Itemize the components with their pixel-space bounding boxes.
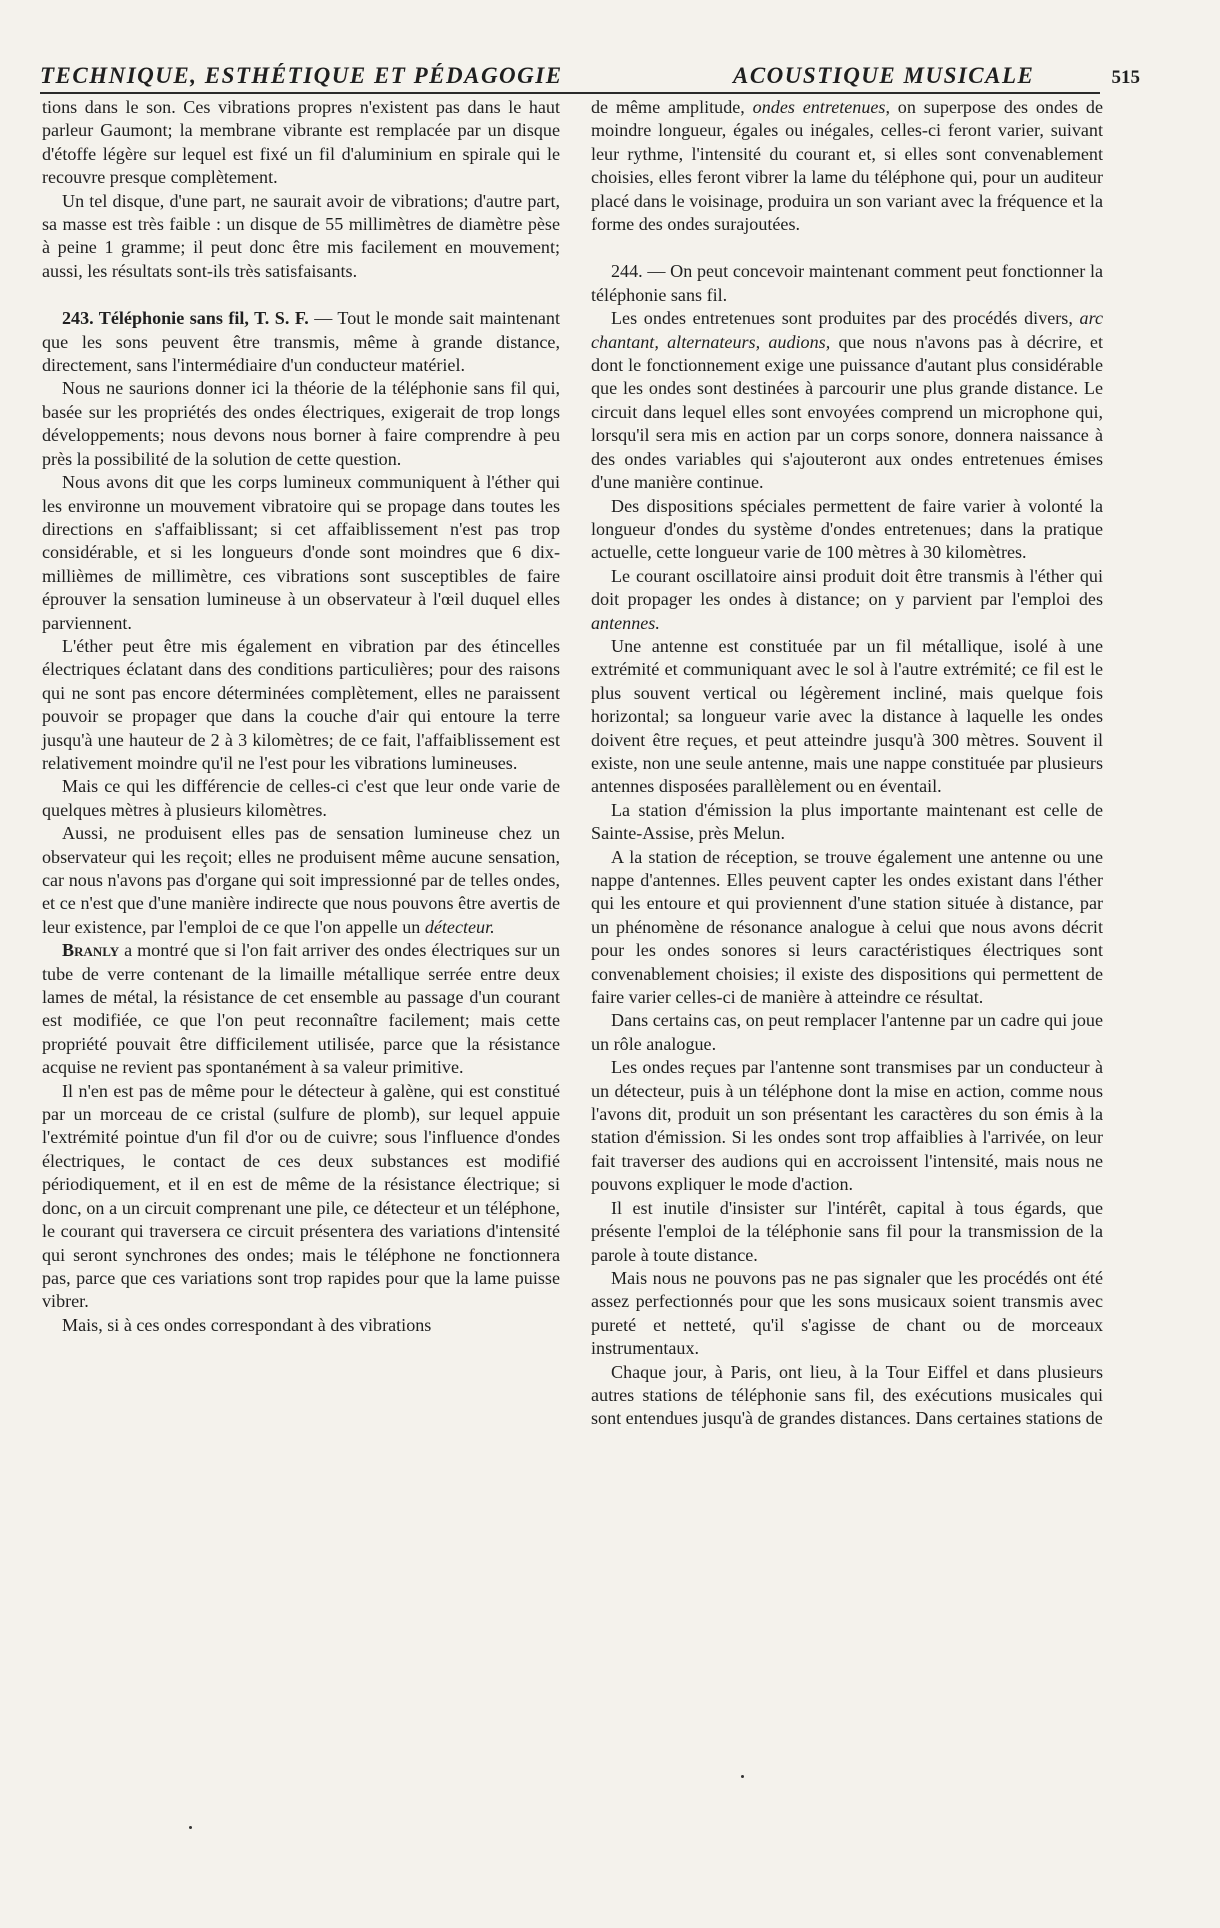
paragraph: L'éther peut être mis également en vibration par des étincelles électriques éclatant dans des conditions particulières; pour des raisons qui ne sont pas encore déterminées complètement, elles ne paraissent pouvoir se propager que dans la couche d'air qui entoure la terre jusqu'à une hauteur de 2 à 3 kilomètres; de ce fait, l'affaiblissement est relativement moindre qu'il ne l'est pour les vibrations lumineuses. <box>42 635 560 773</box>
paragraph: La station d'émission la plus importante maintenant est celle de Sainte-Assise, près Melun. <box>591 799 1103 844</box>
section-244 <box>591 260 1103 307</box>
ink-speck <box>189 1826 192 1829</box>
section-heading: 244. <box>611 261 643 282</box>
paragraph-text: de même amplitude, <box>591 97 753 117</box>
paragraph: Il n'en est pas de même pour le détecteur à galène, qui est constitué par un morceau de ce cristal (sulfure de plomb), sur lequel appuie l'extrémité pointue d'un fil d'or ou de cuivre; sous l'influence d'ondes électriques, le contact de ces deux substances est modifié périodiquement, et il en est de même de la résistance électrique; si donc, on a un circuit comprenant une pile, ce détecteur et un téléphone, le courant qui traversera ce circuit présentera des variations d'intensité qui seront synchrones des ondes; mais le téléphone ne fonctionnera pas, parce que ces variations sont trop rapides pour que la lame puisse vibrer. <box>42 1080 560 1312</box>
italic-term: arc chantant, alternateurs, audions, <box>591 308 1103 352</box>
header-left-title: TECHNIQUE, ESTHÉTIQUE ET PÉDAGOGIE <box>40 63 563 88</box>
italic-term: antennes. <box>591 612 660 633</box>
running-header <box>40 56 1140 94</box>
section-243 <box>42 307 560 377</box>
paragraph-text: Le courant oscillatoire ainsi produit doit être transmis à l'éther qui doit propager les ondes à distance; on y parvient par l'emploi des <box>591 565 1103 610</box>
paragraph <box>591 565 1103 635</box>
header-right-title: ACOUSTIQUE MUSICALE <box>733 63 1035 88</box>
paragraph: Mais, si à ces ondes correspondant à des vibrations <box>62 1314 432 1335</box>
paragraph-text: que nous n'avons pas à décrire, et dont le fonctionnement exige une puissance d'autant plus considérable que les ondes sont destinées à parcourir une plus grande distance. Le circuit dans lequel elles sont envoyées comprend un microphone qui, lorsqu'il sera mis en action par un corps sonore, donnera naissance à des ondes variables qui s'ajouteront aux ondes entretenues émises d'une manière continue. <box>591 331 1103 493</box>
author-name: Branly <box>62 940 120 961</box>
paragraph: Mais nous ne pouvons pas ne pas signaler que les procédés ont été assez perfectionnés pour que les sons musicaux soient transmis avec pureté et netteté, qu'il s'agisse de chant ou de morceaux instrumentaux. <box>591 1267 1103 1359</box>
ink-speck <box>741 1775 744 1778</box>
italic-term: détecteur. <box>424 916 495 937</box>
paragraph <box>591 307 1103 494</box>
italic-term: ondes entretenues <box>752 97 886 117</box>
paragraph: Il est inutile d'insister sur l'intérêt, capital à tous égards, que présente l'emploi de la téléphonie sans fil pour la transmission de la parole à toute distance. <box>591 1197 1103 1265</box>
right-column <box>591 96 1103 1431</box>
paragraph: Des dispositions spéciales permettent de faire varier à volonté la longueur d'ondes du système d'ondes entretenues; dans la pratique actuelle, cette longueur varie de 100 mètres à 30 kilomètres. <box>591 495 1103 563</box>
paragraph: tions dans le son. Ces vibrations propres n'existent pas dans le haut parleur Gaumont; la membrane vibrante est remplacée par un disque d'étoffe légère sur lequel est fixé un fil d'aluminium en spirale qui le recouvre presque complètement. <box>42 97 560 188</box>
paragraph: Nous ne saurions donner ici la théorie de la téléphonie sans fil qui, basée sur les propriétés des ondes électriques, exigerait de trop longs développements; nous devons nous borner à faire comprendre à peu près la possibilité de la solution de cette question. <box>42 378 560 469</box>
paragraph-text: Les ondes entretenues sont produites par des procédés divers, <box>611 308 1080 329</box>
paragraph-text: , on superpose des ondes de moindre longueur, égales ou inégales, celles-ci feront varier, suivant leur rythme, l'intensité du courant et, si elles sont convenablement choisies, elles feront vibrer la lame du téléphone qui, pour un auditeur placé dans le voisinage, produira un son variant avec la fréquence et la forme des ondes surajoutées. <box>591 97 1103 235</box>
paragraph: Les ondes reçues par l'antenne sont transmises par un conducteur à un détecteur, puis à un téléphone dont la mise en action, comme nous l'avons dit, produit un son présentant les caractères du son émis à la station d'émission. Si les ondes sont trop affaiblies à l'arrivée, on leur fait traverser des audions qui en accroissent l'intensité, mais nous ne pouvons expliquer le mode d'action. <box>591 1057 1103 1195</box>
section-heading: 243. Téléphonie sans fil, T. S. F. <box>62 308 309 329</box>
page-number: 515 <box>1111 67 1140 88</box>
section-text: — On peut concevoir maintenant comment peut fonctionner la téléphonie sans fil. <box>591 261 1103 305</box>
paragraph: Dans certains cas, on peut remplacer l'antenne par un cadre qui joue un rôle analogue. <box>591 1010 1103 1054</box>
left-column <box>42 96 560 1337</box>
section-text: — Tout le monde sait maintenant que les sons peuvent être transmis, même à grande distance, directement, sans l'intermédiaire d'un conducteur matériel. <box>42 308 560 376</box>
paragraph: Une antenne est constituée par un fil métallique, isolé à une extrémité et communiquant avec le sol à l'autre extrémité; ce fil est le plus souvent vertical ou légèrement incliné, mais quelque fois horizontal; sa longueur varie avec la distance à laquelle les ondes doivent être reçues, et peut atteindre jusqu'à 300 mètres. Souvent il existe, non une seule antenne, mais une nappe constituée par plusieurs antennes disposées parallèlement ou en éventail. <box>591 635 1103 797</box>
paragraph: Mais ce qui les différencie de celles-ci c'est que leur onde varie de quelques mètres à plusieurs kilomètres. <box>42 776 560 820</box>
paragraph <box>591 96 1103 236</box>
paragraph <box>42 939 560 1079</box>
paragraph-text: Aussi, ne produisent elles pas de sensation lumineuse chez un observateur qui les reçoit; elles ne produisent même aucune sensation, car nous n'avons pas d'organe qui soit impressionné par de telles ondes, et ce n'est que d'une manière indirecte que nous pouvons être avertis de leur existence, par l'emploi de ce que l'on appelle un <box>42 823 560 937</box>
paragraph: Un tel disque, d'une part, ne saurait avoir de vibrations; d'autre part, sa masse est très faible : un disque de 55 millimètres de diamètre pèse à peine 1 gramme; il peut donc être mis facilement en mouvement; aussi, les résultats sont-ils très satisfaisants. <box>42 190 560 281</box>
paragraph: Chaque jour, à Paris, ont lieu, à la Tour Eiffel et dans plusieurs autres stations de téléphonie sans fil, des exécutions musicales qui sont entendues jusqu'à de grandes distances. Dans certaines stations de <box>591 1361 1103 1429</box>
paragraph: A la station de réception, se trouve également une antenne ou une nappe d'antennes. Elles peuvent capter les ondes existant dans l'éther qui les entoure et qui proviennent d'une station située à distance, par un phénomène de résonance analogue à celui que nous avons décrit pour les ondes sonores si leurs caractéristiques électriques sont convenablement choisies; il existe des dispositions qui permettent de faire varier celles-ci de manière à atteindre ce résultat. <box>591 846 1103 1008</box>
paragraph: Nous avons dit que les corps lumineux communiquent à l'éther qui les environne un mouvement vibratoire qui se propage dans toutes les directions en s'affaiblissant; si cet affaiblissement n'est pas trop considérable, et si les longueurs d'onde sont moindres que 6 dix-millièmes de millimètre, ces vibrations sont susceptibles de faire éprouver la sensation lumineuse à un observateur à l'œil duquel elles parviennent. <box>42 472 560 633</box>
paragraph <box>42 822 560 939</box>
paragraph-text: a montré que si l'on fait arriver des ondes électriques sur un tube de verre contenant de la limaille métallique serrée entre deux lames de métal, la résistance de cet ensemble au passage d'un courant est modifiée, ce que l'on peut reconnaître facilement; mais cette propriété pouvait être difficilement utilisée, parce que la résistance acquise ne revient pas spontanément à sa valeur primitive. <box>42 940 560 1078</box>
